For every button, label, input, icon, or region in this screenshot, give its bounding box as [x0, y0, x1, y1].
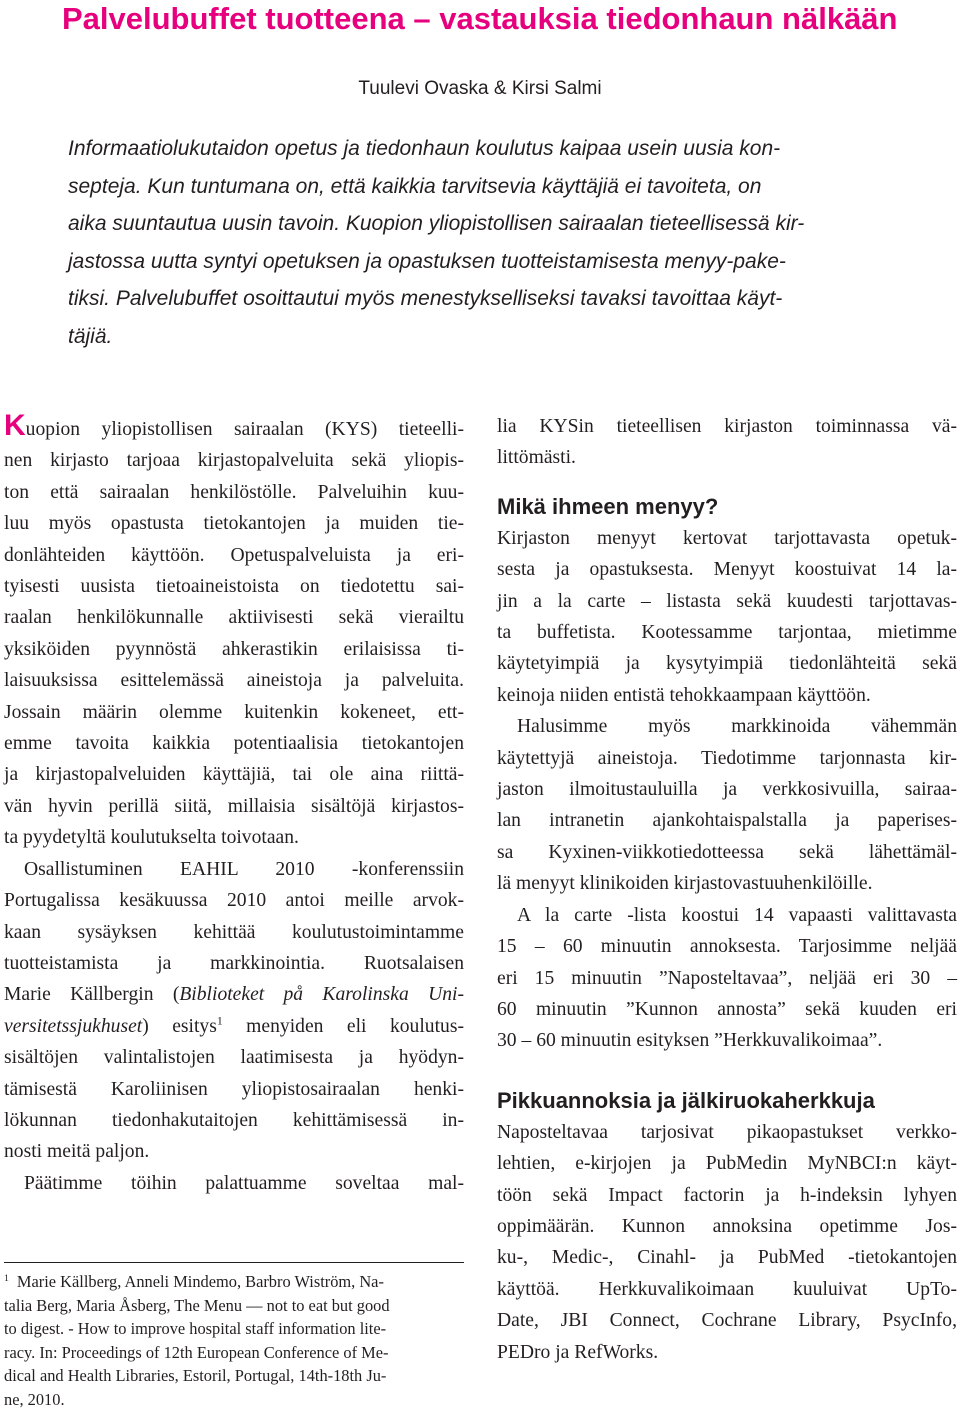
abstract-line: septeja. Kun tuntumana on, että kaikkia tarvitsevia käyttäjiä ei tavoiteta, on — [68, 168, 930, 206]
body-line: vän hyvin perillä siitä, millaisia sisältöjä kirjastos- — [4, 791, 464, 822]
body-line: ta pyydetyltä koulutukselta toivotaan. — [4, 822, 464, 853]
abstract-line: aika suuntautua uusin tavoin. Kuopion yliopistollisen sairaalan tieteellisessä kir- — [68, 205, 930, 243]
body-line: Halusimme myös markkinoida vähemmän — [497, 711, 957, 742]
body-line — [4, 410, 464, 445]
body-line: jaston ilmoitustauluilla ja verkkosivuilla, sairaa- — [497, 774, 957, 805]
italic-title: Biblioteket på Karolinska Uni- — [179, 984, 464, 1005]
body-text: Marie Källbergin ( — [4, 984, 179, 1005]
footnote-text: Marie Källberg, Anneli Mindemo, Barbro Wiström, Na- — [17, 1272, 384, 1291]
right-column — [497, 411, 957, 1368]
body-line: 15 – 60 minuutin annoksesta. Tarjosimme neljää — [497, 931, 957, 962]
body-line: littömästi. — [497, 442, 957, 473]
abstract — [68, 130, 930, 355]
abstract-line: Informaatiolukutaidon opetus ja tiedonhaun koulutus kaipaa usein uusia kon- — [68, 130, 930, 168]
body-line: käytetyimpiä ja kysytyimpiä tiedonlähteitä sekä — [497, 648, 957, 679]
body-line: Osallistuminen EAHIL 2010 -konferenssiin — [4, 854, 464, 885]
section-heading: Pikkuannoksia ja jälkiruokaherkkuja — [497, 1085, 957, 1117]
body-line: raalan henkilökunnalle aktiivisesti sekä vierailtu — [4, 602, 464, 633]
body-line: Kirjaston menyyt kertovat tarjottavasta opetuk- — [497, 523, 957, 554]
body-line: tämisestä Karoliinisen yliopistosairaalan henki- — [4, 1074, 464, 1105]
body-text: ) esitys — [142, 1016, 217, 1037]
body-line: luu myös opastusta tietokantojen ja muiden tie- — [4, 508, 464, 539]
body-text: menyiden eli koulutus- — [223, 1016, 464, 1037]
footnote — [4, 1270, 464, 1411]
body-line: käyttöä. Herkkuvalikoimaan kuuluivat UpTo- — [497, 1274, 957, 1305]
footnote-line: racy. In: Proceedings of 12th European Conference of Me- — [4, 1341, 464, 1365]
body-line: ku-, Medic-, Cinahl- ja PubMed -tietokantojen — [497, 1242, 957, 1273]
body-line: 60 minuutin ”Kunnon annosta” sekä kuuden eri — [497, 994, 957, 1025]
body-line: sa Kyxinen-viikkotiedotteessa sekä lähettämäl- — [497, 837, 957, 868]
body-line: Date, JBI Connect, Cochrane Library, PsycInfo, — [497, 1305, 957, 1336]
body-line: käytettyjä aineistoja. Tiedotimme tarjonnasta kir- — [497, 743, 957, 774]
footnote-line: talia Berg, Maria Åsberg, The Menu — not to eat but good — [4, 1294, 464, 1318]
footnote-line — [4, 1270, 464, 1294]
authors: Tuulevi Ovaska & Kirsi Salmi — [0, 77, 960, 101]
body-line: jin a la carte – listasta sekä kuudesti tarjottavas- — [497, 586, 957, 617]
body-line: nen kirjasto tarjoaa kirjastopalveluita sekä yliopis- — [4, 445, 464, 476]
body-line: emme tavoita kaikkia potentiaalisia tietokantojen — [4, 728, 464, 759]
body-line: sisältöjen valintalistojen laatimisesta ja hyödyn- — [4, 1042, 464, 1073]
footnote-mark: 1 — [4, 1273, 9, 1284]
body-line: lä menyyt klinikoiden kirjastovastuuhenkilöille. — [497, 868, 957, 899]
body-line — [4, 1011, 464, 1042]
body-line: sesta ja opastuksesta. Menyyt koostuivat 14 la- — [497, 554, 957, 585]
body-line: oppimäärän. Kunnon annoksina opetimme Jos- — [497, 1211, 957, 1242]
body-line: PEDro ja RefWorks. — [497, 1337, 957, 1368]
body-line: lökunnan tiedonhakutaitojen kehittämisessä in- — [4, 1105, 464, 1136]
body-line: töön sekä Impact factorin ja h-indeksin lyhyen — [497, 1180, 957, 1211]
body-line: ta buffetista. Kootessamme tarjontaa, mietimme — [497, 617, 957, 648]
body-line: Jossain määrin olemme kuitenkin kokeneet, ett- — [4, 697, 464, 728]
body-line: keinoja niiden entistä tehokkaampaan käyttöön. — [497, 680, 957, 711]
body-line: tuotteistamista ja markkinointia. Ruotsalaisen — [4, 948, 464, 979]
body-line: yksiköiden pyynnöstä ahkerastikin erilaisissa ti- — [4, 634, 464, 665]
section-heading: Mikä ihmeen menyy? — [497, 491, 957, 523]
body-line: A la carte -lista koostui 14 vapaasti valittavasta — [497, 900, 957, 931]
body-line: ja kirjastopalveluiden käyttäjiä, tai ole aina riittä- — [4, 759, 464, 790]
body-line: donlähteiden käyttöön. Opetuspalveluista ja eri- — [4, 540, 464, 571]
left-column — [4, 410, 464, 1199]
abstract-line: täjiä. — [68, 318, 930, 356]
footnote-divider — [4, 1262, 464, 1263]
abstract-line: tiksi. Palvelubuffet osoittautui myös menestykselliseksi tavaksi tavoittaa käyt- — [68, 280, 930, 318]
abstract-line: jastossa uutta syntyi opetuksen ja opastuksen tuotteistamisesta menyy-pake- — [68, 243, 930, 281]
italic-title: versitetssjukhuset — [4, 1016, 142, 1037]
body-line: laisuuksissa esittelemässä aineistoja ja palveluita. — [4, 665, 464, 696]
footnote-line: ne, 2010. — [4, 1388, 464, 1411]
body-line: ton että sairaalan henkilöstölle. Palveluihin kuu- — [4, 477, 464, 508]
footnote-line: to digest. - How to improve hospital staff information lite- — [4, 1317, 464, 1341]
body-line: nosti meitä paljon. — [4, 1136, 464, 1167]
footnote-line: dical and Health Libraries, Estoril, Portugal, 14th-18th Ju- — [4, 1364, 464, 1388]
body-line: Päätimme töihin palattuamme soveltaa mal- — [4, 1168, 464, 1199]
body-line: Portugalissa kesäkuussa 2010 antoi meille arvok- — [4, 885, 464, 916]
body-line: lehtien, e-kirjojen ja PubMedin MyNBCI:n käyt- — [497, 1148, 957, 1179]
body-line: kaan sysäyksen kehittää koulutustoimintamme — [4, 917, 464, 948]
body-line: Naposteltavaa tarjosivat pikaopastukset verkko- — [497, 1117, 957, 1148]
body-line: lia KYSin tieteellisen kirjaston toiminnassa vä- — [497, 411, 957, 442]
body-text: uopion yliopistollisen sairaalan (KYS) tieteelli- — [26, 419, 464, 440]
footnote-ref: 1 — [217, 1014, 223, 1027]
article-title: Palvelubuffet tuotteena – vastauksia tiedonhaun nälkään — [62, 0, 952, 38]
drop-cap: K — [4, 409, 26, 442]
body-line — [4, 979, 464, 1010]
body-line: 30 – 60 minuutin esityksen ”Herkkuvalikoimaa”. — [497, 1025, 957, 1056]
body-line: tyisesti uusista tietoaineistoista on tiedotettu sai- — [4, 571, 464, 602]
body-line: eri 15 minuutin ”Naposteltavaa”, neljää eri 30 – — [497, 963, 957, 994]
body-line: lan intranetin ajankohtaispalstalla ja paperises- — [497, 805, 957, 836]
